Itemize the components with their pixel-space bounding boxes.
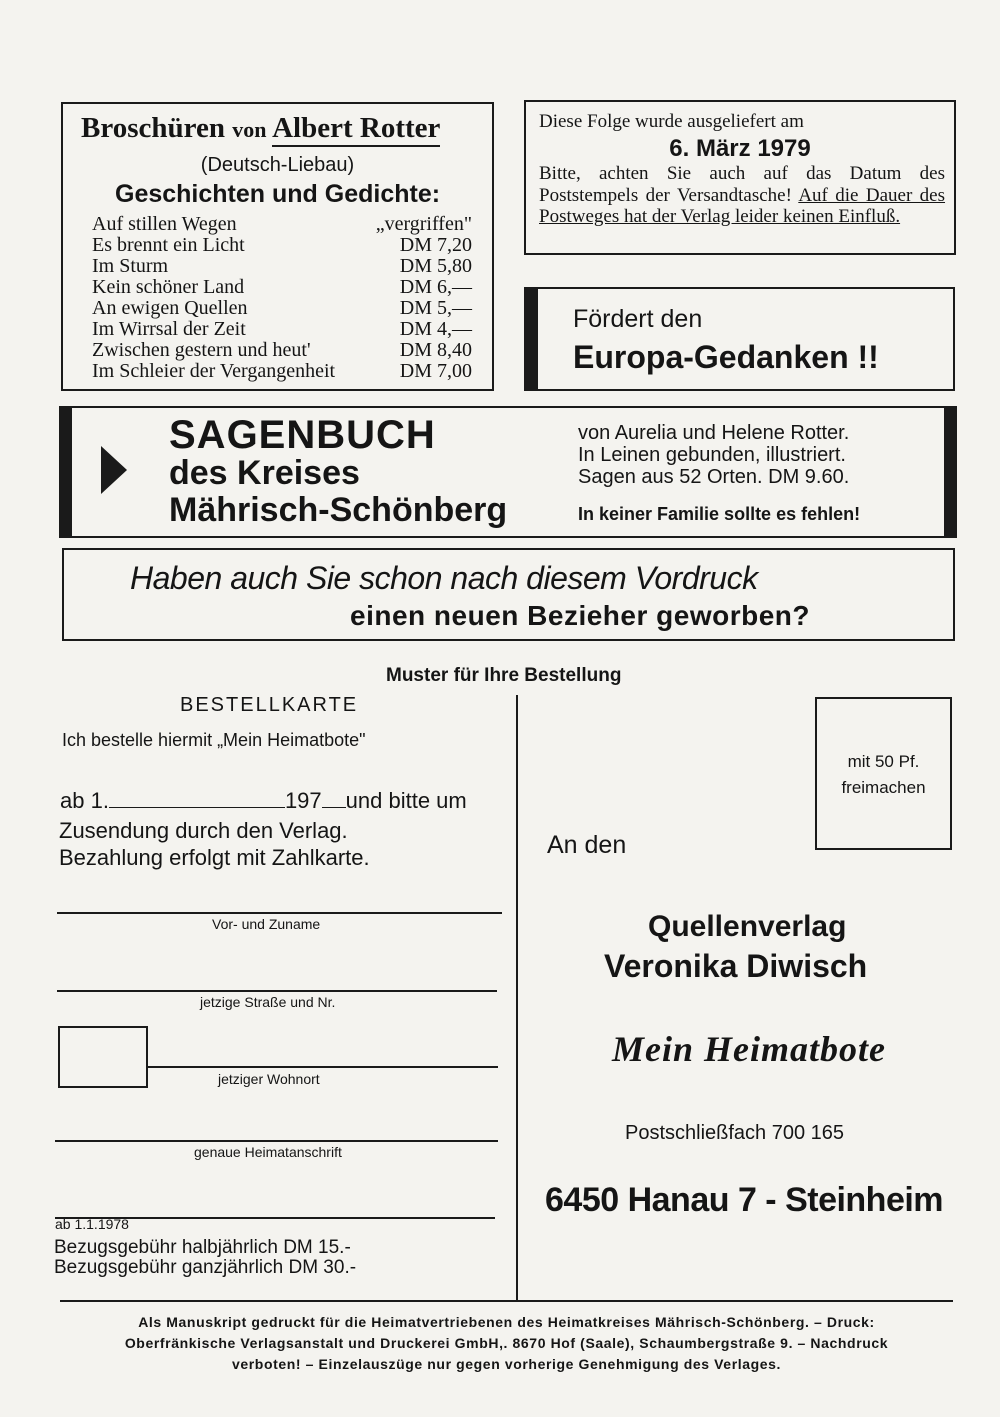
- europa-line2: Europa-Gedanken !!: [573, 339, 879, 375]
- name-field-label: Vor- und Zuname: [212, 916, 321, 932]
- street-field-label: jetzige Straße und Nr.: [200, 994, 336, 1010]
- list-item: Zwischen gestern und heut' DM 8,40: [92, 339, 472, 361]
- recruit-box: [62, 548, 955, 641]
- address-to: An den: [547, 831, 627, 859]
- sagenbuch-title: SAGENBUCH: [169, 413, 436, 457]
- order-sample-heading: Muster für Ihre Bestellung: [386, 665, 622, 686]
- europa-line1: Fördert den: [573, 305, 703, 333]
- list-item: Es brennt ein Licht DM 7,20: [92, 234, 472, 256]
- triangle-arrow-icon: [101, 446, 127, 494]
- sagenbuch-subtitle: des Kreises: [169, 454, 360, 492]
- recipient-name: Veronika Diwisch: [604, 948, 868, 984]
- order-card-title: BESTELLKARTE: [180, 694, 359, 716]
- checkbox-box[interactable]: [58, 1026, 148, 1088]
- recruit-question: Haben auch Sie schon nach diesem Vordruck: [130, 560, 758, 596]
- publication-logo: Mein Heimatbote: [612, 1029, 886, 1069]
- author-origin: (Deutsch-Liebau): [200, 154, 355, 176]
- delivery-date: 6. März 1979: [669, 135, 811, 162]
- broschueren-box: [61, 102, 494, 391]
- year-blank[interactable]: [322, 789, 346, 808]
- delivery-line: Diese Folge wurde ausgeliefert am: [539, 111, 804, 132]
- start-date-line: ab 1. 197 und bitte um: [60, 788, 467, 813]
- imprint-footer: Als Manuskript gedruckt für die Heimatvertriebenen des Heimatkreises Mährisch-Schönberg. – Druck: Oberfränkische Verlagsanstalt und Druckerei GmbH,. 8670 Hof (Saale), Schaumbergstraße 9. – Nachdruck verboten! – Einzelauszüge nur gegen vorherige Genehmigung des Verlages.: [124, 1314, 889, 1372]
- sagenbuch-box: [59, 406, 957, 538]
- recruit-question-2: einen neuen Bezieher geworben?: [350, 600, 810, 631]
- list-item: Im Schleier der Vergangenheit DM 7,00: [92, 360, 472, 382]
- sagenbuch-region: Mährisch-Schönberg: [169, 491, 508, 529]
- home-field-line[interactable]: [55, 1140, 498, 1142]
- street-field-line[interactable]: [57, 990, 497, 992]
- delivery-notice-box: [524, 100, 956, 255]
- town-field-label: jetziger Wohnort: [218, 1071, 320, 1087]
- recipient-publisher: Quellenverlag: [648, 910, 847, 943]
- list-item: Im Sturm DM 5,80: [92, 255, 472, 277]
- home-field-label: genaue Heimatanschrift: [194, 1144, 342, 1160]
- town-field-line[interactable]: [148, 1066, 498, 1068]
- section-heading: Geschichten und Gedichte:: [115, 180, 441, 208]
- footer-rule: [60, 1300, 953, 1302]
- list-item: Im Wirrsal der Zeit DM 4,—: [92, 318, 472, 340]
- booklet-list: [92, 214, 472, 382]
- stamp-box: mit 50 Pf. freimachen: [815, 697, 952, 850]
- card-divider: [516, 695, 518, 1300]
- delivery-note: Bitte, achten Sie auch auf das Datum des Poststempels der Versandtasche! Auf die Dauer des Postweges hat der Verlag leider keinen Einfluß.: [539, 163, 946, 227]
- delivery-disclaimer: Auf die Dauer des Postweges hat der Verlag leider keinen Einfluß.: [539, 184, 946, 227]
- sagenbuch-tagline: In keiner Familie sollte es fehlen!: [578, 504, 861, 524]
- postal-city: 6450 Hanau 7 - Steinheim: [545, 1181, 944, 1219]
- order-statement: Ich bestelle hiermit „Mein Heimatbote": [62, 730, 366, 750]
- list-item: Kein schöner Land DM 6,—: [92, 276, 472, 298]
- broschueren-title: Broschüren von Albert Rotter: [81, 112, 440, 145]
- start-date-blank[interactable]: [109, 789, 285, 808]
- europa-box: [524, 287, 955, 391]
- order-terms: Zusendung durch den Verlag. Bezahlung erfolgt mit Zahlkarte.: [59, 818, 370, 870]
- po-box: Postschließfach 700 165: [625, 1122, 845, 1144]
- author-name: Albert Rotter: [272, 112, 440, 147]
- name-field-line[interactable]: [57, 912, 502, 914]
- list-item: Auf stillen Wegen „vergriffen": [92, 213, 472, 235]
- fee-list: Bezugsgebühr halbjährlich DM 15.- Bezugsgebühr ganzjährlich DM 30.-: [54, 1237, 357, 1278]
- fee-effective-date: ab 1.1.1978: [55, 1216, 129, 1232]
- list-item: An ewigen Quellen DM 5,—: [92, 297, 472, 319]
- sagenbuch-description: von Aurelia und Helene Rotter. In Leinen gebunden, illustriert. Sagen aus 52 Orten. DM 9.60.: [578, 422, 850, 488]
